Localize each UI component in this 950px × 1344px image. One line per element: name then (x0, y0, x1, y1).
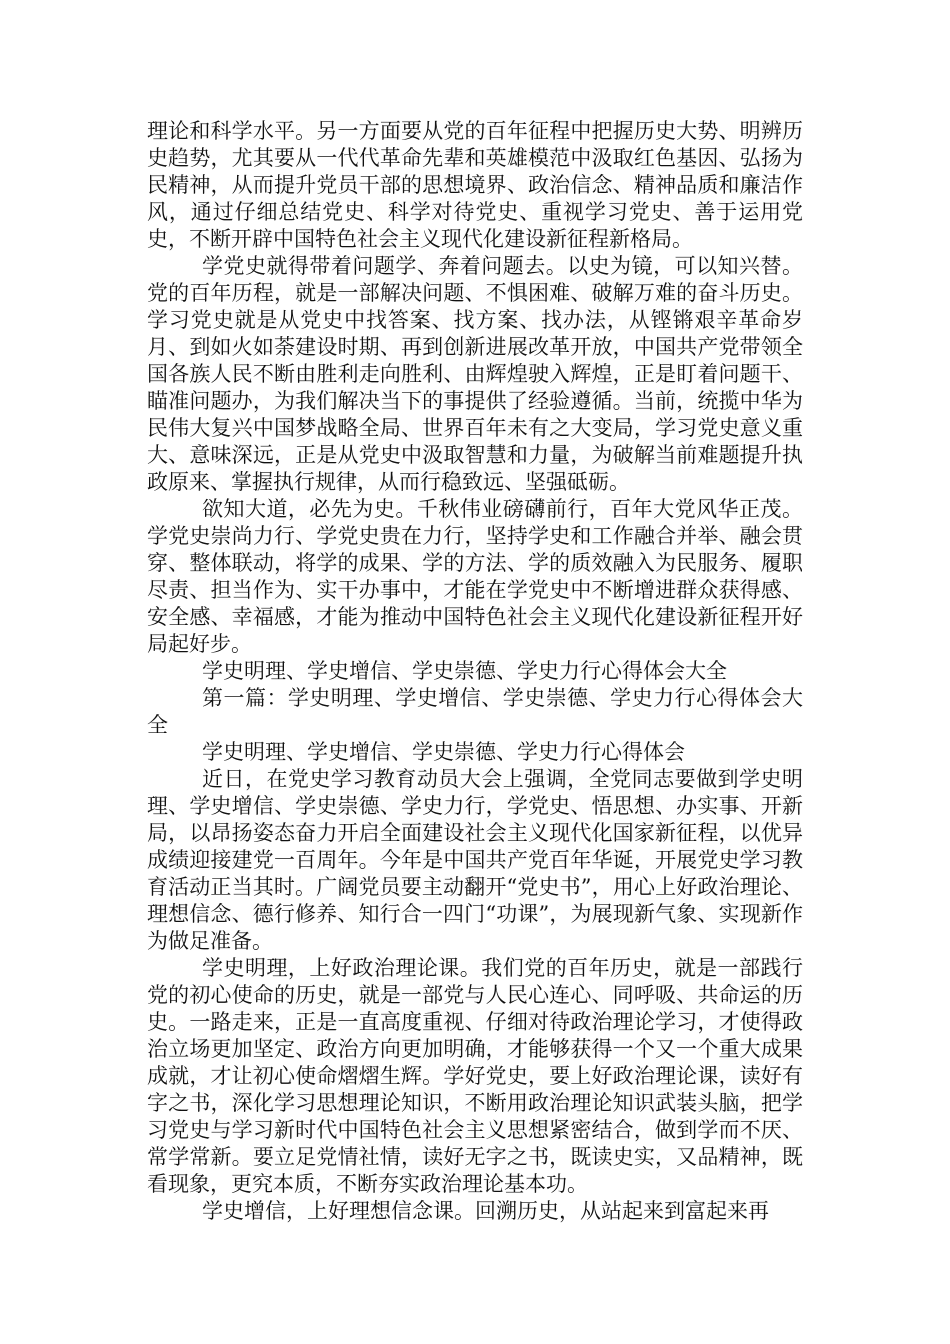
chapter-heading: 第一篇：学史明理、学史增信、学史崇德、学史力行心得体会大全 (147, 686, 803, 737)
paragraph: 学史明理，上好政治理论课。我们党的百年历史，就是一部践行党的初心使命的历史，就是一部党与人民心连心、同呼吸、共命运的历史。一路走来，正是一直高度重视、仔细对待政治理论学习，才使得政治立场更加坚定、政治方向更加明确，才能够获得一个又一个重大成果成就，才让初心使命熠熠生辉。学好党史，要上好政治理论课，读好有字之书，深化学习思想理论知识，不断用政治理论知识武装头脑，把学习党史与学习新时代中国特色社会主义思想紧密结合，做到学而不厌、常学常新。要立足党情社情，读好无字之书，既读史实，又品精神，既看现象，更究本质，不断夯实政治理论基本功。 (147, 956, 803, 1196)
section-heading: 学史明理、学史增信、学史崇德、学史力行心得体会大全 (202, 659, 727, 683)
paragraph: 学党史就得带着问题学、奔着问题去。以史为镜，可以知兴替。党的百年历程，就是一部解决问题、不惧困难、破解万难的奋斗历史。学习党史就是从党史中找答案、找方案、找办法，从铿锵艰辛革命岁月、到如火如荼建设时期、再到创新进展改革开放，中国共产党带领全国各族人民不断由胜利走向胜利、由辉煌驶入辉煌，正是盯着问题干、瞄准问题办，为我们解决当下的事提供了经验遵循。当前，统揽中华为民伟大复兴中国梦战略全局、世界百年未有之大变局，学习党史意义重大、意味深远，正是从党史中汲取智慧和力量，为破解当前难题提升执政原来、掌握执行规律，从而行稳致远、坚强砥砺。 (147, 254, 803, 494)
paragraph: 近日，在党史学习教育动员大会上强调，全党同志要做到学史明理、学史增信、学史崇德、学史力行，学党史、悟思想、办实事、开新局，以昂扬姿态奋力开启全面建设社会主义现代化国家新征程，以优异成绩迎接建党一百周年。今年是中国共产党百年华诞，开展党史学习教育活动正当其时。广阔党员要主动翻开“党史书”，用心上好政治理论、理想信念、德行修养、知行合一四门“功课”，为展现新气象、实现新作为做足准备。 (147, 767, 803, 953)
paragraph: 理论和科学水平。另一方面要从党的百年征程中把握历史大势、明辨历史趋势，尤其要从一代代革命先辈和英雄模范中汲取红色基因、弘扬为民精神，从而提升党员干部的思想境界、政治信念、精神品质和廉洁作风，通过仔细总结党史、科学对待党史、重视学习党史、善于运用党史，不断开辟中国特色社会主义现代化建设新征程新格局。 (147, 119, 803, 251)
article-title: 学史明理、学史增信、学史崇德、学史力行心得体会 (202, 740, 685, 764)
paragraph: 欲知大道，必先为史。千秋伟业磅礴前行，百年大党风华正茂。学党史崇尚力行、学党史贵在力行，坚持学史和工作融合并举、融会贯穿、整体联动，将学的成果、学的方法、学的质效融入为民服务、履职尽责、担当作为、实干办事中，才能在学党史中不断增进群众获得感、安全感、幸福感，才能为推动中国特色社会主义现代化建设新征程开好局起好步。 (147, 497, 803, 656)
document-body (147, 118, 803, 1225)
paragraph: 学史增信，上好理想信念课。回溯历史，从站起来到富起来再 (202, 1199, 769, 1223)
